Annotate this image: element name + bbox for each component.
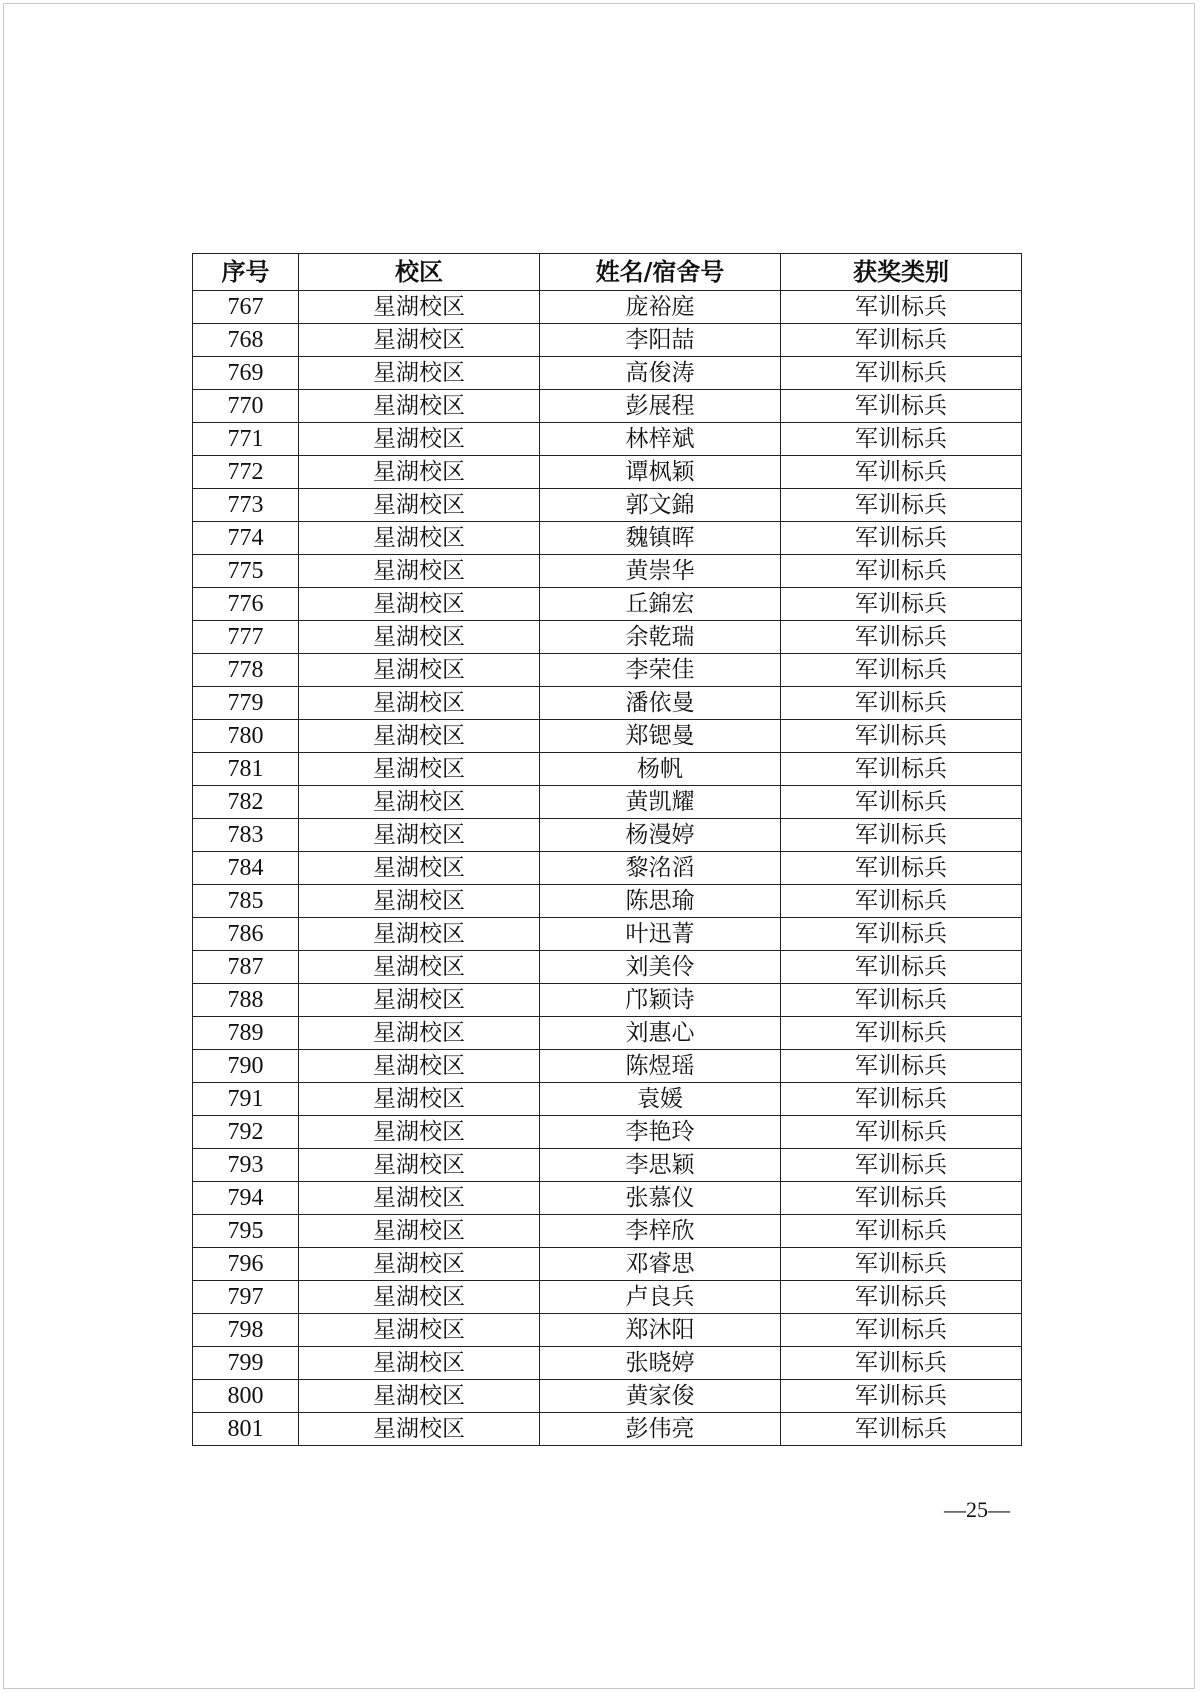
name-cell: 陈煜瑶 xyxy=(540,1050,781,1083)
award-cell: 军训标兵 xyxy=(781,324,1022,357)
award-cell: 军训标兵 xyxy=(781,1116,1022,1149)
serial-cell: 770 xyxy=(193,390,299,423)
campus-cell: 星湖校区 xyxy=(299,1281,540,1314)
table-row xyxy=(193,720,1022,753)
name-cell: 谭枫颖 xyxy=(540,456,781,489)
serial-cell: 784 xyxy=(193,852,299,885)
table-row xyxy=(193,555,1022,588)
campus-cell: 星湖校区 xyxy=(299,357,540,390)
campus-cell: 星湖校区 xyxy=(299,852,540,885)
campus-cell: 星湖校区 xyxy=(299,687,540,720)
name-cell: 黄家俊 xyxy=(540,1380,781,1413)
campus-cell: 星湖校区 xyxy=(299,1017,540,1050)
name-cell: 丘錦宏 xyxy=(540,588,781,621)
campus-cell: 星湖校区 xyxy=(299,885,540,918)
award-cell: 军训标兵 xyxy=(781,1248,1022,1281)
table-row xyxy=(193,984,1022,1017)
serial-cell: 778 xyxy=(193,654,299,687)
table-row xyxy=(193,1281,1022,1314)
page-number: —25— xyxy=(944,1497,1010,1522)
award-cell: 军训标兵 xyxy=(781,456,1022,489)
table-row xyxy=(193,621,1022,654)
table-row xyxy=(193,852,1022,885)
award-cell: 军训标兵 xyxy=(781,753,1022,786)
table-row xyxy=(193,1182,1022,1215)
serial-cell: 779 xyxy=(193,687,299,720)
award-cell: 军训标兵 xyxy=(781,819,1022,852)
name-cell: 刘惠心 xyxy=(540,1017,781,1050)
header-campus: 校区 xyxy=(299,254,540,291)
table-row xyxy=(193,1149,1022,1182)
campus-cell: 星湖校区 xyxy=(299,1116,540,1149)
table-row xyxy=(193,522,1022,555)
campus-cell: 星湖校区 xyxy=(299,1083,540,1116)
name-cell: 叶迅菁 xyxy=(540,918,781,951)
name-cell: 陈思瑜 xyxy=(540,885,781,918)
name-cell: 李阳喆 xyxy=(540,324,781,357)
serial-cell: 799 xyxy=(193,1347,299,1380)
serial-cell: 767 xyxy=(193,291,299,324)
campus-cell: 星湖校区 xyxy=(299,1182,540,1215)
table-row xyxy=(193,1413,1022,1446)
serial-cell: 786 xyxy=(193,918,299,951)
award-cell: 军训标兵 xyxy=(781,522,1022,555)
name-cell: 庞裕庭 xyxy=(540,291,781,324)
awards-table xyxy=(192,253,1022,1446)
name-cell: 张晓婷 xyxy=(540,1347,781,1380)
campus-cell: 星湖校区 xyxy=(299,1215,540,1248)
table-row xyxy=(193,654,1022,687)
serial-cell: 794 xyxy=(193,1182,299,1215)
campus-cell: 星湖校区 xyxy=(299,1314,540,1347)
serial-cell: 785 xyxy=(193,885,299,918)
table-row xyxy=(193,1083,1022,1116)
award-cell: 军训标兵 xyxy=(781,885,1022,918)
campus-cell: 星湖校区 xyxy=(299,1149,540,1182)
name-cell: 杨漫婷 xyxy=(540,819,781,852)
serial-cell: 780 xyxy=(193,720,299,753)
award-cell: 军训标兵 xyxy=(781,1347,1022,1380)
name-cell: 余乾瑞 xyxy=(540,621,781,654)
award-cell: 军训标兵 xyxy=(781,555,1022,588)
table-row xyxy=(193,951,1022,984)
table-body xyxy=(193,291,1022,1446)
award-cell: 军训标兵 xyxy=(781,984,1022,1017)
campus-cell: 星湖校区 xyxy=(299,819,540,852)
serial-cell: 772 xyxy=(193,456,299,489)
name-cell: 郑锶曼 xyxy=(540,720,781,753)
serial-cell: 776 xyxy=(193,588,299,621)
serial-cell: 800 xyxy=(193,1380,299,1413)
campus-cell: 星湖校区 xyxy=(299,951,540,984)
serial-cell: 790 xyxy=(193,1050,299,1083)
serial-cell: 783 xyxy=(193,819,299,852)
serial-cell: 769 xyxy=(193,357,299,390)
award-cell: 军训标兵 xyxy=(781,918,1022,951)
serial-cell: 774 xyxy=(193,522,299,555)
table-row xyxy=(193,786,1022,819)
award-cell: 军训标兵 xyxy=(781,1413,1022,1446)
campus-cell: 星湖校区 xyxy=(299,555,540,588)
serial-cell: 797 xyxy=(193,1281,299,1314)
award-cell: 军训标兵 xyxy=(781,291,1022,324)
table-row xyxy=(193,489,1022,522)
campus-cell: 星湖校区 xyxy=(299,1347,540,1380)
name-cell: 潘依曼 xyxy=(540,687,781,720)
award-cell: 军训标兵 xyxy=(781,588,1022,621)
table-row xyxy=(193,291,1022,324)
award-cell: 军训标兵 xyxy=(781,390,1022,423)
serial-cell: 768 xyxy=(193,324,299,357)
table-row xyxy=(193,918,1022,951)
name-cell: 卢良兵 xyxy=(540,1281,781,1314)
name-cell: 李梓欣 xyxy=(540,1215,781,1248)
award-cell: 军训标兵 xyxy=(781,687,1022,720)
table-row xyxy=(193,390,1022,423)
campus-cell: 星湖校区 xyxy=(299,588,540,621)
name-cell: 林梓斌 xyxy=(540,423,781,456)
serial-cell: 782 xyxy=(193,786,299,819)
name-cell: 魏镇晖 xyxy=(540,522,781,555)
name-cell: 黄凯耀 xyxy=(540,786,781,819)
award-cell: 军训标兵 xyxy=(781,1314,1022,1347)
award-cell: 军训标兵 xyxy=(781,786,1022,819)
table-row xyxy=(193,753,1022,786)
table-row xyxy=(193,1380,1022,1413)
name-cell: 李思颖 xyxy=(540,1149,781,1182)
campus-cell: 星湖校区 xyxy=(299,753,540,786)
serial-cell: 789 xyxy=(193,1017,299,1050)
campus-cell: 星湖校区 xyxy=(299,720,540,753)
award-cell: 军训标兵 xyxy=(781,1215,1022,1248)
serial-cell: 777 xyxy=(193,621,299,654)
table-row xyxy=(193,1116,1022,1149)
award-cell: 军训标兵 xyxy=(781,1380,1022,1413)
table-row xyxy=(193,357,1022,390)
table-row xyxy=(193,1347,1022,1380)
campus-cell: 星湖校区 xyxy=(299,324,540,357)
table-row xyxy=(193,324,1022,357)
award-cell: 军训标兵 xyxy=(781,423,1022,456)
name-cell: 邓睿思 xyxy=(540,1248,781,1281)
campus-cell: 星湖校区 xyxy=(299,390,540,423)
campus-cell: 星湖校区 xyxy=(299,291,540,324)
table-row xyxy=(193,687,1022,720)
campus-cell: 星湖校区 xyxy=(299,786,540,819)
table-row xyxy=(193,456,1022,489)
serial-cell: 793 xyxy=(193,1149,299,1182)
award-cell: 军训标兵 xyxy=(781,1281,1022,1314)
serial-cell: 781 xyxy=(193,753,299,786)
campus-cell: 星湖校区 xyxy=(299,1248,540,1281)
name-cell: 邝颖诗 xyxy=(540,984,781,1017)
table-row xyxy=(193,885,1022,918)
campus-cell: 星湖校区 xyxy=(299,1413,540,1446)
table-row xyxy=(193,1314,1022,1347)
serial-cell: 795 xyxy=(193,1215,299,1248)
serial-cell: 798 xyxy=(193,1314,299,1347)
serial-cell: 792 xyxy=(193,1116,299,1149)
campus-cell: 星湖校区 xyxy=(299,918,540,951)
award-cell: 军训标兵 xyxy=(781,720,1022,753)
name-cell: 彭展程 xyxy=(540,390,781,423)
table-row xyxy=(193,819,1022,852)
serial-cell: 791 xyxy=(193,1083,299,1116)
table-row xyxy=(193,1017,1022,1050)
table-row xyxy=(193,1215,1022,1248)
award-cell: 军训标兵 xyxy=(781,951,1022,984)
table-row xyxy=(193,588,1022,621)
campus-cell: 星湖校区 xyxy=(299,522,540,555)
table-header-row xyxy=(193,254,1022,291)
name-cell: 黄崇华 xyxy=(540,555,781,588)
header-serial: 序号 xyxy=(193,254,299,291)
header-award-type: 获奖类别 xyxy=(781,254,1022,291)
award-cell: 军训标兵 xyxy=(781,1083,1022,1116)
serial-cell: 773 xyxy=(193,489,299,522)
name-cell: 张慕仪 xyxy=(540,1182,781,1215)
campus-cell: 星湖校区 xyxy=(299,456,540,489)
campus-cell: 星湖校区 xyxy=(299,489,540,522)
header-name-dorm: 姓名/宿舍号 xyxy=(540,254,781,291)
campus-cell: 星湖校区 xyxy=(299,423,540,456)
award-cell: 军训标兵 xyxy=(781,621,1022,654)
campus-cell: 星湖校区 xyxy=(299,1380,540,1413)
award-cell: 军训标兵 xyxy=(781,357,1022,390)
campus-cell: 星湖校区 xyxy=(299,621,540,654)
award-cell: 军训标兵 xyxy=(781,1149,1022,1182)
serial-cell: 788 xyxy=(193,984,299,1017)
campus-cell: 星湖校区 xyxy=(299,984,540,1017)
name-cell: 袁媛 xyxy=(540,1083,781,1116)
award-cell: 军训标兵 xyxy=(781,1182,1022,1215)
table-row xyxy=(193,1248,1022,1281)
name-cell: 郭文錦 xyxy=(540,489,781,522)
serial-cell: 775 xyxy=(193,555,299,588)
award-cell: 军训标兵 xyxy=(781,489,1022,522)
name-cell: 郑沐阳 xyxy=(540,1314,781,1347)
award-cell: 军训标兵 xyxy=(781,1050,1022,1083)
table-row xyxy=(193,423,1022,456)
award-cell: 军训标兵 xyxy=(781,852,1022,885)
name-cell: 高俊涛 xyxy=(540,357,781,390)
name-cell: 杨帆 xyxy=(540,753,781,786)
campus-cell: 星湖校区 xyxy=(299,1050,540,1083)
name-cell: 刘美伶 xyxy=(540,951,781,984)
serial-cell: 796 xyxy=(193,1248,299,1281)
name-cell: 黎洺滔 xyxy=(540,852,781,885)
name-cell: 李荣佳 xyxy=(540,654,781,687)
campus-cell: 星湖校区 xyxy=(299,654,540,687)
award-cell: 军训标兵 xyxy=(781,654,1022,687)
table-row xyxy=(193,1050,1022,1083)
name-cell: 李艳玲 xyxy=(540,1116,781,1149)
serial-cell: 801 xyxy=(193,1413,299,1446)
serial-cell: 787 xyxy=(193,951,299,984)
award-cell: 军训标兵 xyxy=(781,1017,1022,1050)
name-cell: 彭伟亮 xyxy=(540,1413,781,1446)
serial-cell: 771 xyxy=(193,423,299,456)
